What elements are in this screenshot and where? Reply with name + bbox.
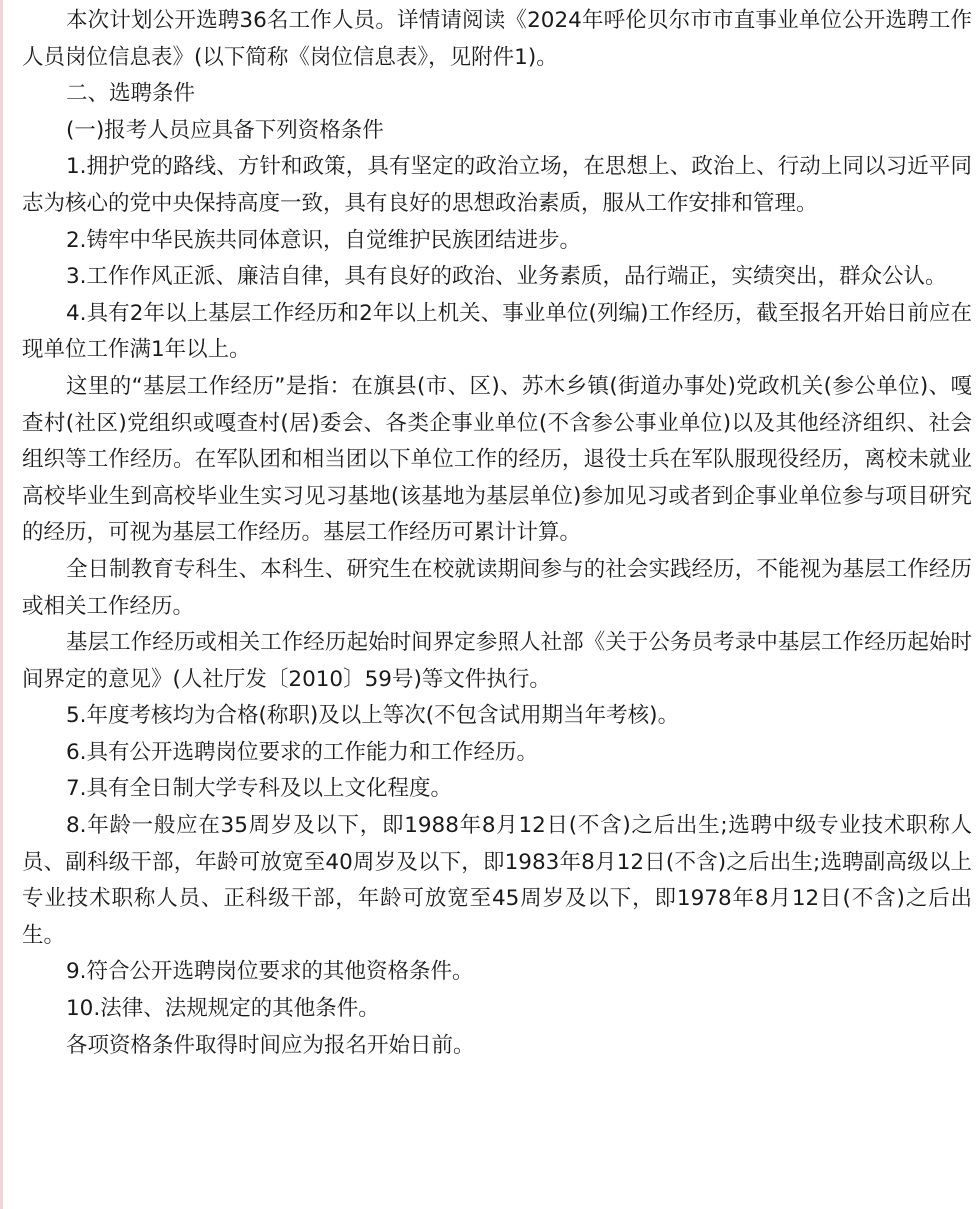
condition-item: 2.铸牢中华民族共同体意识，自觉维护民族团结进步。: [66, 227, 582, 253]
condition-item: 1.拥护党的路线、方针和政策，具有坚定的政治立场，在思想上、政治上、行动上同以习近平同志为核心的党中央保持高度一致，具有良好的思想政治素质，服从工作安排和管理。: [22, 154, 972, 216]
page-left-border: [0, 0, 3, 1209]
explanation-paragraph: 这里的“基层工作经历”是指：在旗县(市、区)、苏木乡镇(街道办事处)党政机关(参公单位)、嘎查村(社区)党组织或嘎查村(居)委会、各类企事业单位(不含参公事业单位)以及其他经济组织、社会组织等工作经历。在军队团和相当团以下单位工作的经历，退役士兵在军队服现役经历，离校未就业高校毕业生到高校毕业生实习见习基地(该基地为基层单位)参加见习或者到企事业单位参与项目研究的经历，可视为基层工作经历。基层工作经历可累计计算。: [22, 373, 972, 546]
condition-item: 7.具有全日制大学专科及以上文化程度。: [66, 776, 453, 802]
condition-item: 9.符合公开选聘岗位要求的其他资格条件。: [66, 959, 474, 985]
intro-paragraph: 本次计划公开选聘36名工作人员。详情请阅读《2024年呼伦贝尔市市直事业单位公开选聘工作人员岗位信息表》(以下简称《岗位信息表》，见附件1)。: [22, 8, 972, 70]
closing-paragraph: 各项资格条件取得时间应为报名开始日前。: [66, 1032, 475, 1058]
section-heading: 二、选聘条件: [66, 81, 196, 107]
condition-item: 3.工作作风正派、廉洁自律，具有良好的政治、业务素质，品行端正，实绩突出，群众公认。: [66, 264, 947, 290]
document-body: [22, 3, 972, 1064]
subsection-heading: (一)报考人员应具备下列资格条件: [66, 117, 384, 143]
explanation-paragraph: 基层工作经历或相关工作经历起始时间界定参照人社部《关于公务员考录中基层工作经历起始时间界定的意见》(人社厅发〔2010〕59号)等文件执行。: [22, 630, 972, 692]
condition-item: 8.年龄一般应在35周岁及以下，即1988年8月12日(不含)之后出生;选聘中级专业技术职称人员、副科级干部，年龄可放宽至40周岁及以下，即1983年8月12日(不含)之后出生;选聘副高级以上专业技术职称人员、正科级干部，年龄可放宽至45周岁及以下，即1978年8月12日(不含)之后出生。: [22, 813, 972, 948]
condition-item: 10.法律、法规规定的其他条件。: [66, 996, 380, 1022]
condition-item: 6.具有公开选聘岗位要求的工作能力和工作经历。: [66, 739, 539, 765]
explanation-paragraph: 全日制教育专科生、本科生、研究生在校就读期间参与的社会实践经历，不能视为基层工作经历或相关工作经历。: [22, 556, 972, 619]
condition-item: 5.年度考核均为合格(称职)及以上等次(不包含试用期当年考核)。: [66, 703, 680, 729]
condition-item: 4.具有2年以上基层工作经历和2年以上机关、事业单位(列编)工作经历，截至报名开始日前应在现单位工作满1年以上。: [22, 300, 972, 363]
